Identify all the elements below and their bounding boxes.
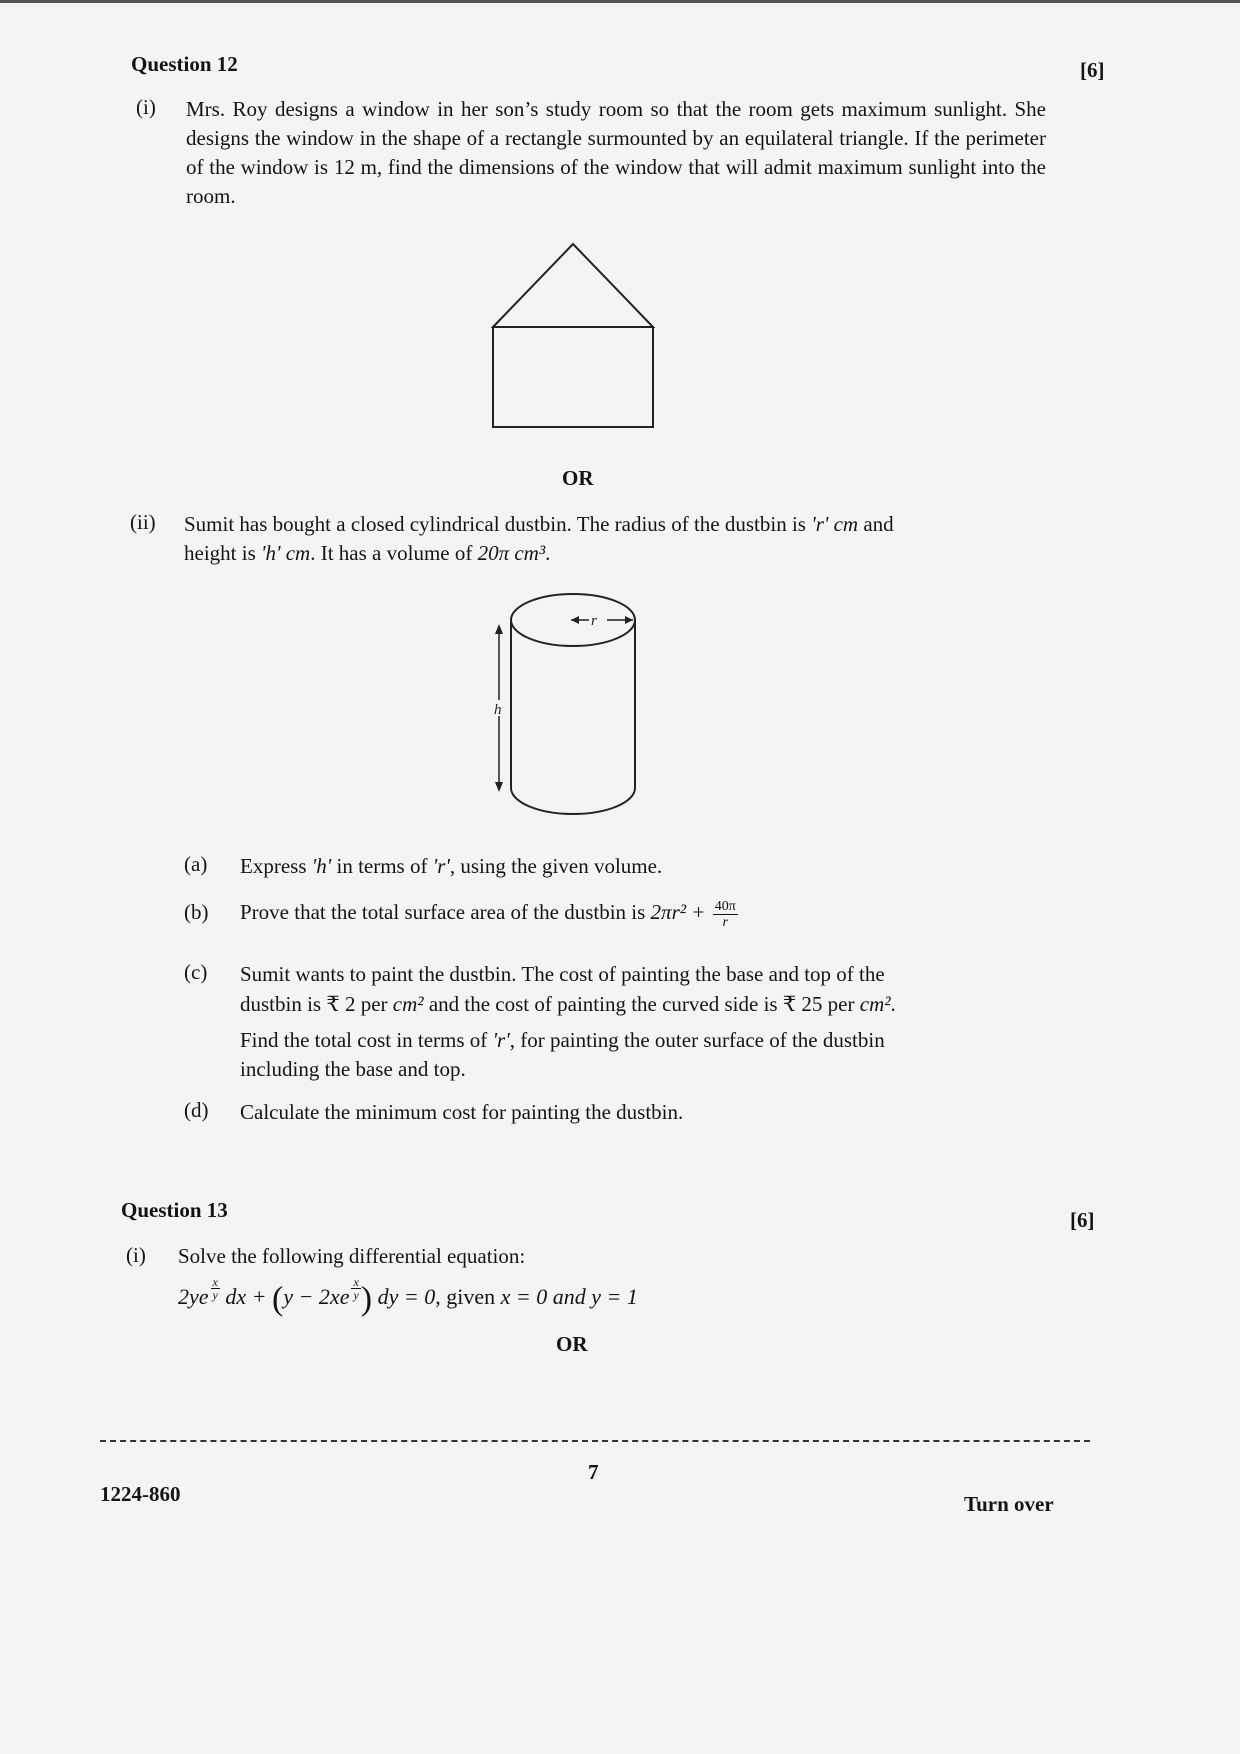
text-span: height is [184,541,261,565]
text-span: and [858,512,894,536]
page-number: 7 [588,1460,599,1484]
q13-part-i-label: (i) [126,1243,146,1267]
window-rectangle [493,327,653,427]
left-paren: ( [271,1280,284,1318]
paper-code: 1224-860 [100,1482,181,1506]
sub-c-line2 [240,990,896,1019]
volume-term: 20π cm³ [477,541,546,565]
exponent-fraction [211,1276,220,1301]
radius-term: 'r' [432,854,450,878]
tsa-expression: 2πr² + [650,900,711,924]
turn-over-note: Turn over [964,1492,1054,1516]
height-label: h [494,702,502,718]
question-12-marks: [6] [1080,58,1105,82]
exponent-fraction [351,1276,360,1301]
eq-term: dy = 0 [372,1284,436,1309]
q12-part-i-text: Mrs. Roy designs a window in her son’s study room so that the room gets maximum sunlight. She designs the window in the shape of a rectangle surmounted by an equilateral triangle. If the perimeter of the window is 12 m, find the dimensions of the window that will admit maximum sunlight into the room. [186,97,1046,208]
window-triangle [493,244,653,327]
fraction-denominator: r [722,914,728,930]
cylinder-diagram [485,590,645,822]
window-diagram [490,240,660,430]
q12-part-ii-line2 [184,539,550,568]
fraction-numerator: 40π [714,898,736,914]
text-span: , for painting the outer surface of the dustbin [509,1028,885,1052]
radius-term: 'r' [492,1028,510,1052]
sub-a-label: (a) [184,852,208,876]
question-12-title: Question 12 [131,52,238,76]
radius-arrowhead-right [625,616,633,624]
right-paren: ) [360,1280,373,1318]
radius-term: 'r' cm [811,512,859,536]
sub-a-text [240,852,662,881]
text-span: . [545,541,551,565]
footer-divider [100,1440,1090,1442]
height-arrowhead-top [495,624,503,634]
cylinder-bottom-arc [511,788,635,814]
text-span: Sumit has bought a closed cylindrical dustbin. The radius of the dustbin is [184,512,812,536]
text-span: Prove that the total surface area of the dustbin is [240,900,651,924]
sub-d-text: Calculate the minimum cost for painting the dustbin. [240,1100,684,1124]
question-13-title: Question 13 [121,1198,228,1222]
text-span: and the cost of painting the curved side is ₹ 25 per [423,992,860,1016]
sub-c-line3 [240,1026,885,1055]
sub-c-label: (c) [184,960,208,984]
q12-part-ii-line1 [184,510,894,539]
fraction-denominator: y [212,1288,218,1302]
fraction-denominator: y [353,1288,359,1302]
tsa-fraction [713,899,738,930]
eq-term: y − 2xe [283,1284,350,1309]
radius-arrowhead-left [571,616,579,624]
eq-term: dx + [219,1284,272,1309]
differential-equation [178,1275,638,1318]
text-span: . [890,992,896,1016]
height-term: 'h' [311,854,332,878]
eq-condition: x = 0 and y = 1 [500,1284,638,1309]
height-term: 'h' cm [261,541,311,565]
text-span: , given [435,1284,501,1309]
fraction-numerator: x [212,1275,218,1289]
text-span: in terms of [331,854,433,878]
unit-term: cm² [392,992,424,1016]
text-span: , using the given volume. [449,854,663,878]
sub-b-label: (b) [184,900,209,924]
unit-term: cm² [859,992,891,1016]
sub-d-label: (d) [184,1098,209,1122]
text-span: Find the total cost in terms of [240,1028,493,1052]
question-13-marks: [6] [1070,1208,1095,1232]
q12-or: OR [562,466,594,490]
top-edge-line [0,0,1240,3]
text-span: dustbin is ₹ 2 per [240,992,393,1016]
sub-b-text [240,898,738,930]
sub-c-line4: including the base and top. [240,1057,466,1081]
q13-part-i-text: Solve the following differential equation: [178,1244,526,1268]
text-span: . It has a volume of [310,541,478,565]
q13-or: OR [556,1332,588,1356]
eq-term: 2ye [178,1284,209,1309]
height-arrowhead-bottom [495,782,503,792]
radius-label: r [591,613,597,629]
q12-part-ii-label: (ii) [130,510,156,534]
fraction-numerator: x [353,1275,359,1289]
text-span: Express [240,854,312,878]
sub-c-line1: Sumit wants to paint the dustbin. The cost of painting the base and top of the [240,962,885,986]
q12-part-i-label: (i) [136,95,156,119]
